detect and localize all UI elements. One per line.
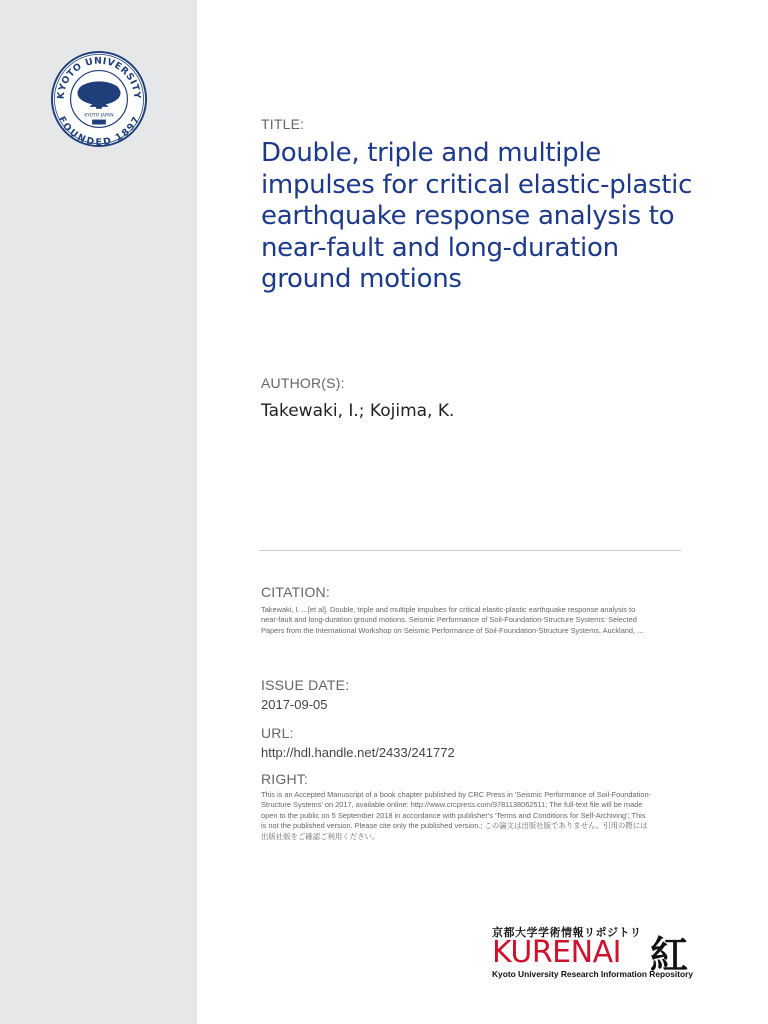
seal-top-text: KYOTO UNIVERSITY: [55, 55, 143, 100]
issue-date: 2017-09-05: [261, 697, 328, 712]
logo-subtitle: Kyoto University Research Information Repository: [492, 969, 694, 979]
url-label: URL:: [261, 725, 294, 741]
logo-name: KURENAI: [492, 935, 621, 970]
issue-date-label: ISSUE DATE:: [261, 677, 350, 693]
citation-line: near-fault and long-duration ground motions. Seismic Performance of Soil-Foundation-Structure Systems: Selected: [261, 615, 637, 625]
logo-kanji: 紅: [650, 935, 689, 977]
rights-line: Structure Systems' on 2017, available online: http://www.crcpress.com/9781138062511; The full-text file will be made: [261, 800, 643, 810]
citation-text: [261, 605, 707, 636]
rights-line: is not the published version. Please cite only the published version.; この論文は出版社版でありません。引用の際には: [261, 821, 648, 831]
left-sidebar: [0, 0, 197, 1024]
seal-inner-text: KYOTO JAPAN: [84, 113, 114, 119]
rights-line: 出版社版をご確認ご利用ください。: [261, 831, 380, 841]
rights-text: [261, 790, 707, 842]
authors-label: AUTHOR(S):: [261, 375, 345, 391]
citation-line: Papers from the International Workshop on Seismic Performance of Soil-Foundation-Structure Systems, Auckland, ...: [261, 625, 644, 635]
rights-line: This is an Accepted Manuscript of a book chapter published by CRC Press in 'Seismic Performance of Soil-Foundation-: [261, 790, 652, 799]
citation-label: CITATION:: [261, 584, 330, 600]
kyoto-university-seal-icon: [50, 50, 148, 148]
citation-line: Takewaki, I. ...[et al]. Double, triple and multiple impulses for critical elastic-plastic earthquake response analysis to: [261, 605, 636, 614]
title-label: TITLE:: [261, 116, 305, 132]
rights-line: open to the public on 5 September 2018 in accordance with publisher's 'Terms and Conditions for Self-Archiving'; This: [261, 810, 646, 820]
seal-bottom-text: FOUNDED 1897: [55, 114, 143, 148]
right-label: RIGHT:: [261, 771, 309, 787]
url-link[interactable]: http://hdl.handle.net/2433/241772: [261, 745, 455, 760]
authors: Takewaki, I.; Kojima, K.: [261, 401, 455, 421]
divider: [259, 550, 681, 551]
document-title: Double, triple and multiple impulses for critical elastic-plastic earthquake response analysis to near-fault and long-duration ground motions: [261, 138, 693, 294]
kurenai-logo: [492, 924, 702, 984]
logo-japanese-text: 京都大学学術情報リポジトリ: [492, 927, 642, 939]
